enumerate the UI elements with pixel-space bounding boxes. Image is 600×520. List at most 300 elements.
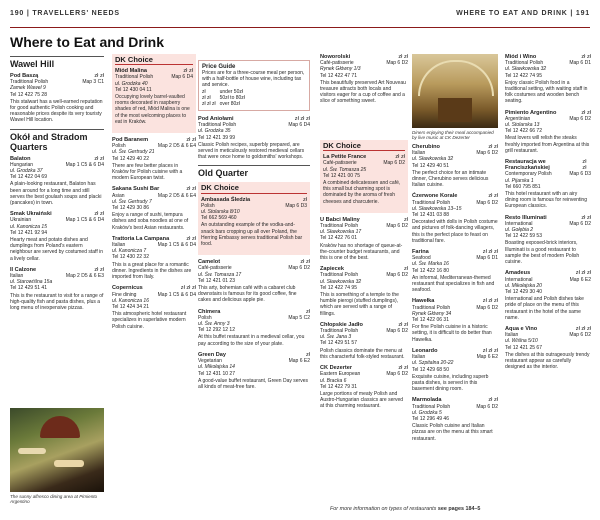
description: An outstanding example of the vodka-and-snack bars cropping up all over Poland, the Herring Embassy serves traditional Polish bar food.	[201, 222, 303, 248]
entries-list	[198, 259, 310, 390]
telephone: Tel 660 795 851	[505, 183, 541, 190]
map-ref: Map 6 D1	[476, 255, 498, 262]
map-ref: Map 6 D2	[386, 328, 408, 335]
dk-choice-title: DK Choice	[323, 143, 405, 151]
arch-shape	[418, 60, 494, 96]
price-band: zł zł	[183, 68, 193, 75]
restaurant-entry	[320, 365, 408, 409]
telephone: Tel 12 422 75 28	[10, 91, 47, 98]
address: ul. Św. Tomasza 17	[198, 271, 242, 278]
column-4	[320, 140, 408, 500]
restaurant-name: Marmolada	[412, 397, 442, 404]
restaurant-name: Cherubino	[412, 144, 440, 150]
description: This atmospheric hotel restaurant specializes in superlative modern Polish cuisine.	[112, 311, 187, 330]
address: ul. Mikołajska 20	[505, 282, 542, 289]
footer-note	[330, 506, 480, 512]
description: Boasting exposed-brick interiors, Illuminati is a good restaurant to sample the best of modern Polish cuisine.	[505, 240, 580, 266]
telephone: Tel 12 429 30 40	[505, 288, 542, 295]
restaurant-name: Balaton	[10, 155, 31, 162]
dk-choice-list	[115, 68, 193, 125]
address: ul. Sławkowska 17	[320, 229, 362, 236]
umbrella-shape	[40, 416, 80, 438]
price-band: zł zł	[581, 54, 591, 60]
restaurant-name: U Babci Maliny	[320, 216, 360, 223]
restaurant-entry	[198, 116, 310, 160]
restaurant-entry	[412, 397, 498, 441]
restaurant-entry	[10, 156, 104, 207]
price-band: zł	[403, 216, 408, 223]
area-heading-wawel: Wawel Hill	[10, 56, 104, 69]
restaurant-name: Ambasada Śledzia	[201, 196, 251, 203]
restaurant-entry	[320, 217, 408, 261]
price-band: zł zł zł	[575, 325, 591, 332]
column-5	[412, 144, 498, 500]
header-left: 190 | TRAVELLERS' NEEDS	[10, 9, 120, 17]
entries-list-top	[198, 116, 310, 160]
telephone: Tel 12 422 04 69	[10, 174, 47, 181]
restaurant-entry	[198, 259, 310, 303]
price-band: zł zł	[94, 155, 104, 162]
map-ref: Map 6 E2	[476, 354, 498, 361]
okol-list	[10, 156, 104, 312]
address: ul. Św. Anny 3	[198, 321, 230, 328]
cuisine: Traditional Polish	[505, 60, 544, 67]
map-ref: Map 2 D5 & 6 E4	[157, 143, 196, 150]
dk-choice-list	[201, 197, 307, 248]
restaurant-entry	[320, 322, 408, 360]
telephone: Tel 12 429 30 86	[112, 205, 149, 212]
description: Large portions of meaty Polish and Austro-Hungarian classics are served at this charming restaurant.	[320, 390, 404, 410]
restaurant-name: Zapiecek	[320, 266, 344, 273]
entries-list-top	[320, 54, 408, 105]
restaurant-entry	[10, 211, 104, 262]
map-ref: Map 5 C2	[288, 314, 310, 321]
price-band: zł	[403, 266, 408, 273]
address: ul. Gołębia 2	[505, 227, 534, 234]
map-ref: Map 6 D2	[476, 403, 498, 410]
address: ul. Św. Tomasza 25	[323, 166, 367, 173]
cuisine: Seafood	[412, 255, 431, 262]
restaurant-name: Amadeus	[505, 270, 531, 277]
map-ref: Map 1 C5 & 6 D4	[157, 291, 196, 298]
telephone: Tel 12 422 47 71	[320, 72, 357, 79]
description: The dishes at this outrageously trendy restaurant appear as carefully designed as the interior.	[505, 351, 590, 371]
restaurant-entry	[505, 159, 591, 210]
telephone: Tel 12 422 74 95	[505, 72, 542, 79]
map-ref: Map 6 D2	[476, 150, 498, 157]
restaurant-name: La Petite France	[323, 154, 367, 161]
cuisine: Hungarian	[10, 161, 34, 168]
description: This is a great place for a romantic dinner. Ingredients in the dishes are imported from Italy.	[112, 261, 192, 281]
description: Occupying lovely barrel-vaulted rooms decorated in raspberry shades of red, Miód Malina is one of the most welcoming places to eat in Kraków.	[115, 94, 190, 125]
address: ul. Grodzka 37	[10, 168, 43, 175]
restaurant-entry	[505, 326, 591, 370]
price-guide-table	[202, 89, 249, 107]
map-ref: Map 6 D2	[288, 265, 310, 272]
price-band: zł zł zł	[482, 249, 498, 256]
cuisine: Eastern European	[320, 371, 361, 378]
cuisine: Italian	[10, 273, 24, 280]
map-ref: Map 6 D3	[569, 171, 591, 178]
dk-choice-box	[112, 54, 196, 133]
telephone: Tel 12 429 40 22	[112, 155, 149, 162]
cuisine: Italian	[505, 332, 519, 339]
area-heading-old-quarter: Old Quarter	[198, 165, 310, 178]
map-ref: Map 6 D2	[386, 371, 408, 378]
description: A plain-looking restaurant, Balaton has been around for a long time and still serves the best goulash soups and placki (pancakes) in town.	[10, 181, 102, 207]
price-sym: zł zł zł	[202, 101, 216, 107]
address: ul. Starowiślna 15a	[10, 279, 53, 286]
map-ref: Map 6 D4	[288, 122, 310, 129]
cuisine: Traditional Polish	[412, 304, 451, 311]
cuisine: Italian	[412, 150, 426, 157]
diners-shape	[438, 98, 472, 122]
description: Meat lovers will relish the steaks freshly imported from Argentina at this grill restaurant.	[505, 135, 590, 154]
header-rule	[10, 27, 590, 28]
telephone: Tel 12 422 06 31	[412, 317, 449, 324]
restaurant-name: Smak Ukraiński	[10, 211, 52, 218]
dk-choice-title: DK Choice	[201, 185, 307, 193]
description: Enjoy a range of sushi, tempura dishes and soba noodles at one of Kraków's best Asian restaurants.	[112, 212, 189, 231]
dk-choice-box	[320, 140, 408, 213]
header-right: WHERE TO EAT AND DRINK | 191	[456, 9, 590, 17]
description: Enjoy classic Polish food in a traditional setting, with waiting staff in folk costumes and wooden bench seating.	[505, 79, 588, 105]
wawel-list	[10, 73, 104, 124]
dk-choice-list	[323, 154, 405, 205]
restaurant-name: Miód Malina	[115, 68, 148, 75]
price-band: zł zł	[398, 321, 408, 328]
address: ul. Grodzka 5	[412, 409, 442, 416]
address: ul. Szpitalna 20-22	[412, 360, 454, 367]
address: ul. Wiślna 5/10	[505, 338, 538, 345]
cuisine: Asian	[112, 192, 125, 199]
description: This is something of a temple to the humble pierogi (stuffed dumplings), which are served with a range of fillings.	[320, 292, 399, 317]
restaurant-entry	[201, 197, 307, 248]
restaurant-name: Ćzerwone Korale	[412, 193, 458, 200]
description: This hotel restaurant with an airy dining room is famous for reinventing European classics.	[505, 191, 587, 210]
entries-list	[505, 54, 591, 370]
telephone: Tel 12 424 34 21	[112, 303, 149, 310]
restaurant-name: Pod Aniołami	[198, 116, 234, 122]
restaurant-name: Restauracja we Franciszkańskiej	[505, 159, 550, 172]
map-ref: Map 6 D2	[386, 60, 408, 67]
restaurant-name: Noworolski	[320, 54, 351, 60]
description: This stalwart has a well-earned reputation for good authentic Polish cooking and reasonable prices despite its very touristy Wawel Hill location.	[10, 98, 103, 124]
cuisine: Argentinian	[505, 115, 531, 122]
price-band: zł zł	[395, 154, 405, 161]
restaurant-entry	[10, 267, 104, 311]
restaurant-entry	[198, 309, 310, 347]
price-sym: zł zł	[202, 95, 211, 101]
cuisine: Traditional Polish	[320, 223, 359, 230]
entries-list	[412, 144, 498, 442]
map-ref: Map 2 D5 & 6 E4	[157, 192, 196, 199]
description: Decorated with dolls in Polish costume and pictures of folk-dancing villagers, this is the perfect place to feast on traditional fare.	[412, 219, 498, 244]
restaurant-meta	[505, 171, 591, 177]
cuisine: Traditional Polish	[10, 79, 49, 86]
address: ul. Św. Gertrudy 7	[112, 198, 152, 205]
restaurant-name: Camelot	[198, 259, 221, 266]
price-guide-box	[198, 60, 310, 111]
telephone: Tel 12 421 00 75	[323, 172, 360, 179]
map-ref: Map 1 C5 & 6 D4	[65, 161, 104, 168]
price-band: zł zł	[186, 235, 196, 242]
restaurant-entry	[320, 54, 408, 105]
map-ref: Map 1 C5 & 6 D4	[65, 217, 104, 224]
column-1	[10, 54, 104, 460]
price-band: zł zł	[581, 109, 591, 116]
restaurant-entry	[198, 352, 310, 390]
description: For fine Polish cuisine in a historic setting, it is difficult to do better than Hawełka.	[412, 324, 492, 343]
column-2	[112, 54, 196, 510]
map-ref: Map 3 C1	[82, 79, 104, 86]
map-ref: Map 6 D2	[476, 199, 498, 206]
address: ul. Stolarska 8/10	[201, 209, 240, 216]
price-band: zł zł zł	[180, 285, 196, 292]
restaurant-name: Copernicus	[112, 285, 143, 292]
restaurant-entry	[112, 186, 196, 230]
restaurant-entry	[112, 236, 196, 280]
address: ul. Pijarska 1	[505, 177, 534, 184]
price-band: zł zł	[186, 137, 196, 144]
entries-list	[320, 217, 408, 410]
address: Zamek Wawel 9	[10, 85, 46, 92]
map-ref: Map 6 D2	[476, 304, 498, 311]
price-band: zł zł	[488, 397, 498, 404]
address: ul. Św. Gertrudy 21	[112, 149, 155, 156]
cuisine: Traditional Polish	[320, 328, 359, 335]
price-guide-title: Price Guide	[202, 64, 236, 70]
restaurant-entry	[112, 137, 196, 181]
restaurant-name-row	[505, 159, 591, 171]
address: ul. Grodzka 40	[115, 80, 148, 87]
restaurant-name: Il Calzone	[10, 266, 37, 273]
description: Hearty meat and potato dishes and dumplings from Poland's eastern neighbour are served by costumed staff in a lively cellar.	[10, 237, 104, 262]
restaurant-entry	[505, 270, 591, 321]
restaurant-entry	[412, 298, 498, 342]
telephone: Tel 12 431 10 27	[198, 370, 235, 377]
column-6	[505, 54, 591, 500]
price-band: zł zł	[94, 211, 104, 218]
restaurant-entry	[505, 54, 591, 105]
price-range: 50zł to 80zł	[219, 95, 245, 101]
cuisine: International	[505, 220, 533, 227]
map-ref: Map 6 E2	[288, 358, 310, 365]
photo-caption: Diners enjoying their meal accompanied by live music at CK Dezerter	[412, 130, 494, 140]
price-band: zł zł zł	[482, 347, 498, 354]
map-ref: Map 6 D1	[569, 60, 591, 67]
cuisine: Café-patisserie	[198, 265, 232, 272]
telephone: Tel 12 421 25 67	[505, 344, 542, 351]
price-range: under 50zł	[219, 89, 243, 95]
restaurant-name: Resto Illuminati	[505, 214, 547, 221]
price-sym: zł	[202, 89, 206, 95]
description: International and Polish dishes take pride of place on the menu of this restaurant in the hotel of the same name.	[505, 296, 584, 321]
restaurant-entry	[505, 215, 591, 266]
address: ul. Kanonicza 7	[112, 248, 147, 255]
price-band: zł zł	[398, 365, 408, 372]
address: ul. Bracka 6	[320, 377, 347, 384]
price-range: over 80zł	[219, 101, 240, 107]
description: Classic Polish recipes, superbly prepared, are served in meticulously restored medieval cellars that were once home to goldsmiths' workshops.	[198, 141, 305, 161]
telephone: Tel 12 430 22 32	[112, 254, 149, 261]
photo-caption: The sunny alfresco dining area at Pimiento Argentino	[10, 494, 98, 504]
price-guide-intro: Prices are for a three-course meal per person, with a half-bottle of house wine, including tax and service.	[202, 70, 305, 88]
price-band: zł zł	[488, 193, 498, 200]
address: Rynek Główny 34	[412, 310, 452, 317]
description: This arty, bohemian café with a cabaret club downstairs is famous for its good coffee, fine cakes and delicious apple pie.	[198, 285, 297, 304]
price-band: zł	[305, 351, 310, 358]
price-band: zł zł	[94, 73, 104, 79]
cuisine: Contemporary Polish	[505, 171, 552, 178]
cuisine: Traditional Polish	[115, 74, 154, 81]
cuisine: Traditional Polish	[198, 122, 237, 129]
restaurant-name: Green Day	[198, 351, 226, 358]
restaurant-name: Chłopskie Jadło	[320, 321, 363, 328]
restaurant-entry	[115, 68, 193, 125]
description: There are few better places in Kraków for Polish cuisine with a modern European twist.	[112, 162, 183, 182]
telephone: Tel 12 422 76 01	[320, 235, 357, 242]
cuisine: Café-patisserie	[320, 60, 354, 67]
address: ul. Sławkowska 32	[412, 156, 454, 163]
cuisine: Polish	[201, 202, 215, 209]
running-header	[0, 0, 600, 26]
telephone: Tel 12 429 51 57	[320, 340, 357, 347]
description: Polish classics dominate the menu at this characterful folk-styled restaurant.	[320, 347, 405, 360]
map-ref: Map 6 D2	[386, 272, 408, 279]
restaurant-entry	[10, 73, 104, 124]
cuisine: Italian	[412, 354, 426, 361]
address: ul. Sławkowska 13–15	[412, 205, 462, 212]
map-ref: Map 1 C5 & 6 D4	[157, 242, 196, 249]
restaurant-entry	[412, 144, 498, 188]
map-ref: Map 6 D2	[569, 332, 591, 339]
price-band: zł zł	[186, 186, 196, 193]
price-band: zł zł zł	[575, 270, 591, 277]
price-band: zł zł zł	[482, 298, 498, 305]
area-heading-okol: Okół and Stradom Quarters	[10, 129, 104, 152]
restaurant-entry	[412, 193, 498, 244]
footer-see: see pages 184–5	[437, 506, 481, 512]
telephone: Tel 12 431 03 88	[412, 212, 449, 219]
telephone: Tel 12 429 40 51	[412, 162, 449, 169]
restaurant-name: Pod Baranem	[112, 137, 149, 144]
telephone: Tel 12 296 49 46	[412, 415, 449, 422]
cuisine: International	[505, 276, 533, 283]
restaurant-entry	[505, 110, 591, 154]
description: Classic Polish cuisine and Italian pizzas are on the menu at this smart restaurant.	[412, 423, 493, 442]
address: ul. Sławkowska 32	[505, 66, 547, 73]
restaurant-name: Hawełka	[412, 298, 435, 305]
restaurant-entry	[112, 285, 196, 329]
cuisine: Fine dining	[112, 291, 137, 298]
address: ul. Grodzka 35	[198, 128, 231, 135]
map-ref: Map 6 D3	[285, 202, 307, 209]
address: ul. Mikołajska 14	[198, 364, 235, 371]
description: A good-value buffet restaurant, Green Day serves all kinds of meat-free fare.	[198, 377, 308, 390]
column-3	[198, 116, 310, 510]
address: ul. Kanonicza 16	[112, 297, 149, 304]
price-band: zł	[302, 196, 307, 203]
restaurant-name: Farina	[412, 249, 429, 256]
table-shape	[18, 448, 46, 454]
telephone: Tel 12 292 12 12	[198, 327, 235, 334]
address: ul. Św. Marka 16	[412, 261, 449, 268]
map-ref: Map 2 D5 & 6 E3	[65, 273, 104, 280]
telephone: Tel 12 422 79 31	[320, 383, 357, 390]
column-4-top	[320, 54, 408, 144]
price-band: zł zł	[488, 144, 498, 150]
price-band: zł zł	[94, 266, 104, 273]
telephone: Tel 12 429 68 50	[412, 366, 449, 373]
restaurant-entry	[320, 266, 408, 317]
restaurant-name: Leonardo	[412, 347, 438, 354]
restaurant-entry	[412, 348, 498, 392]
price-band: zł zł	[581, 214, 591, 221]
description: The perfect choice for an intimate dinner, Cherubino serves delicious Italian cuisine.	[412, 169, 489, 189]
restaurant-photo	[10, 408, 104, 492]
restaurant-name: Trattoria La Campana	[112, 235, 170, 242]
telephone: Tel 662 569 460	[201, 215, 237, 222]
dk-choice-title: DK Choice	[115, 57, 193, 65]
cuisine: Traditional Polish	[320, 272, 359, 279]
description: At this buffet restaurant in a medieval cellar, you pay according to the size of your plate.	[198, 334, 305, 347]
restaurant-name: CK Dezerter	[320, 365, 353, 372]
telephone: Tel 12 422 59 53	[505, 233, 542, 240]
price-band: zł zł	[300, 259, 310, 266]
restaurant-name: Miód i Wino	[505, 54, 537, 60]
restaurant-name: Pimiento Argentino	[505, 109, 557, 116]
telephone: Tel 12 422 66 72	[505, 128, 542, 135]
table-shape	[54, 460, 84, 467]
dk-choice-box	[198, 182, 310, 255]
telephone: Tel 12 422 16 80	[412, 267, 449, 274]
cuisine: Café-patisserie	[323, 160, 357, 167]
description: An informal, Mediterranean-themed restaurant that specializes in fish and seafood.	[412, 274, 495, 294]
address: ul. Kanonicza 15	[10, 223, 47, 230]
footer-text: For more information on types of restaurants	[330, 506, 437, 512]
description: This is the restaurant to visit for a range of high-quality fish and pasta dishes, plus a long menu of inexpensive pizzas.	[10, 292, 104, 312]
map-ref: Map 6 E2	[569, 276, 591, 283]
address: ul. Sławkowska 32	[320, 278, 362, 285]
cuisine: Polish	[112, 143, 126, 150]
restaurant-entry	[323, 154, 405, 205]
map-ref: Map 6 D2	[383, 160, 405, 167]
restaurant-name: Pod Baszą	[10, 73, 39, 79]
restaurant-name: Aqua e Vino	[505, 325, 538, 332]
description: Exquisite cuisine, including superb pasta dishes, is served in this basement dining room.	[412, 373, 489, 393]
telephone: Tel 12 422 74 95	[320, 284, 357, 291]
address: ul. Stolarska 13	[505, 122, 540, 129]
cuisine: Ukrainian	[10, 217, 32, 224]
description: A combined delicatessen and café, this small but charming spot is dominated by the aroma of fresh cheeses and charcuterie.	[323, 180, 401, 205]
cuisine: Polish	[198, 314, 212, 321]
description: This beautifully preserved Art Nouveau treasure attracts both locals and visitors eager for a cup of coffee and a slice of something sweet.	[320, 79, 406, 105]
map-ref: Map 6 D2	[569, 115, 591, 122]
cuisine: Traditional Polish	[412, 403, 451, 410]
restaurant-name: Chimera	[198, 308, 221, 315]
price-band: zł zł	[582, 159, 587, 172]
address: Rynek Główny 1/3	[320, 66, 361, 73]
price-band: zł zł	[398, 54, 408, 60]
restaurant-entry	[412, 249, 498, 293]
map-ref: Map 6 D4	[171, 74, 193, 81]
price-band: zł	[305, 308, 310, 315]
cuisine: Traditional Polish	[412, 199, 451, 206]
restaurant-name: Sakana Sushi Bar	[112, 186, 160, 193]
cuisine: Vegetarian	[198, 358, 222, 365]
telephone: Tel 12 429 51 41	[10, 285, 47, 292]
